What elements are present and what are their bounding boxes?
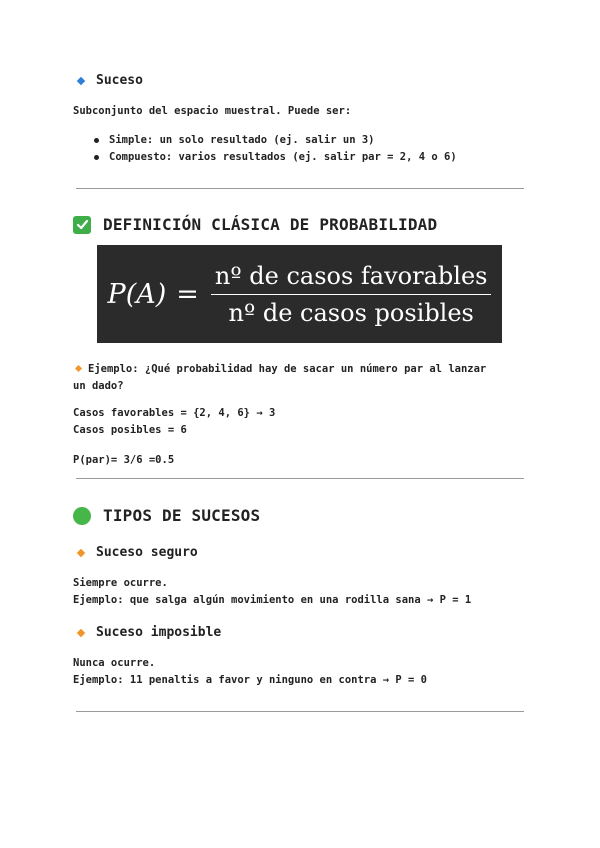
list-item-simple: Simple: un solo resultado (ej. salir un 3) xyxy=(91,132,457,149)
green-circle-icon xyxy=(73,507,91,525)
example-line-1: Ejemplo: ¿Qué probabilidad hay de sacar un número par al lanzar xyxy=(88,363,487,375)
suceso-imposible-heading xyxy=(73,625,221,640)
example-line-2: un dado? xyxy=(73,380,124,392)
divider xyxy=(76,711,524,712)
suceso-heading-text: Suceso xyxy=(96,73,143,88)
suceso-imposible-line-2: Ejemplo: 11 penaltis a favor y ninguno en contra → P = 0 xyxy=(73,674,428,686)
suceso-list xyxy=(91,132,457,166)
example-question xyxy=(73,361,486,395)
formula-fraction xyxy=(211,262,492,327)
suceso-imposible-line-1: Nunca ocurre. xyxy=(73,657,156,669)
casos-posibles: Casos posibles = 6 xyxy=(73,424,187,436)
orange-diamond-icon xyxy=(77,548,85,556)
suceso-seguro-heading-text: Suceso seguro xyxy=(96,545,198,560)
suceso-seguro-line-2: Ejemplo: que salga algún movimiento en una rodilla sana → P = 1 xyxy=(73,594,472,606)
suceso-imposible-body xyxy=(73,655,427,689)
divider xyxy=(76,478,524,479)
check-mark-icon xyxy=(73,216,91,234)
formula-equals: = xyxy=(176,278,199,310)
orange-diamond-icon xyxy=(75,365,82,372)
suceso-seguro-heading xyxy=(73,545,198,560)
definicion-heading-text: DEFINICIÓN CLÁSICA DE PROBABILIDAD xyxy=(103,215,438,234)
suceso-seguro-line-1: Siempre ocurre. xyxy=(73,577,168,589)
blue-diamond-icon xyxy=(77,76,85,84)
casos-block xyxy=(73,405,275,439)
list-item-compuesto: Compuesto: varios resultados (ej. salir par = 2, 4 o 6) xyxy=(91,149,457,166)
probability-result: P(par)= 3/6 =0.5 xyxy=(73,454,175,466)
orange-diamond-icon xyxy=(77,628,85,636)
formula-numerator: nº de casos favorables xyxy=(214,261,488,290)
formula-left: P(A) xyxy=(107,278,167,310)
tipos-heading-text: TIPOS DE SUCESOS xyxy=(103,506,261,525)
formula-denominator: nº de casos posibles xyxy=(228,298,474,327)
definicion-heading xyxy=(73,215,437,234)
tipos-heading xyxy=(73,506,260,525)
suceso-imposible-heading-text: Suceso imposible xyxy=(96,625,222,640)
casos-favorables: Casos favorables = {2, 4, 6} → 3 xyxy=(73,407,276,419)
suceso-intro: Subconjunto del espacio muestral. Puede ser: xyxy=(73,105,352,117)
probability-formula xyxy=(97,245,502,343)
divider xyxy=(76,188,524,189)
suceso-heading xyxy=(73,73,143,88)
suceso-seguro-body xyxy=(73,575,471,609)
